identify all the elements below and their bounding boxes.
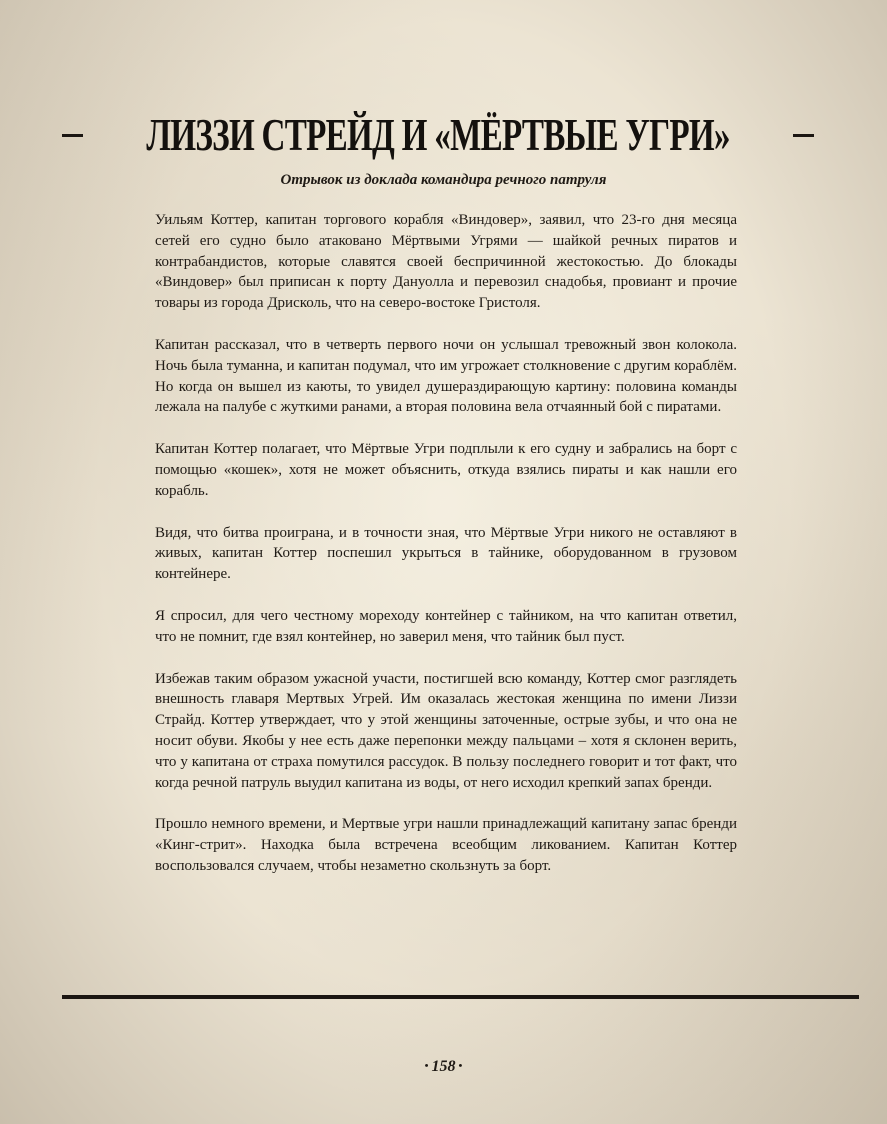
title-row [62,102,814,168]
paragraph-6: Избежав таким образом ужасной участи, постигшей всю команду, Коттер смог разглядеть внешность главаря Мертвых Угрей. Им оказалась жестокая женщина по имени Лиззи Страйд. Коттер утверждает, что у этой женщины заточенные, острые зубы, и что она не носит обуви. Якобы у нее есть даже перепонки между пальцами – хотя я склонен верить, что у капитана от страха помутился рассудок. В пользу последнего говорит и тот факт, что когда речной патруль выудил капитана из воды, от него исходил крепкий запах бренди. [155,670,737,791]
bottom-rule [62,995,859,999]
paragraph-1: Уильям Коттер, капитан торгового корабля «Виндовер», заявил, что 23-го дня месяца сетей его судно было атаковано Мёртвыми Угрями — шайкой речных пиратов и контрабандистов, которые славятся своей беспричинной жестокостью. До блокады «Виндовер» был приписан к порту Дануолла и перевозил снадобья, провиант и прочие товары из города Дрисколь, что на северо-востоке Гристоля. [155,212,737,312]
page-number-bullet-right: • [458,1060,463,1072]
paragraph-3: Капитан Коттер полагает, что Мёртвые Угри подплыли к его судну и забрались на борт с помощью «кошек», хотя не может объяснить, откуда взялись пираты и как нашли его корабль. [155,441,737,499]
paragraph-4: Видя, что битва проиграна, и в точности зная, что Мёртвые Угри никого не оставляют в живых, капитан Коттер поспешил укрыться в тайнике, оборудованном в грузовом контейнере. [155,524,737,583]
page-number [0,1058,887,1076]
paragraph-2: Капитан рассказал, что в четверть первого ночи он услышал тревожный звон колокола. Ночь была туманна, и капитан подумал, что им угрожает столкновение с другим кораблём. Но когда он вышел из каюты, то увидел душераздирающую картину: половина команды лежала на палубе с жуткими ранами, а вторая половина вела отчаянный бой с пиратами. [155,336,737,416]
article-body [155,210,737,898]
page-title: ЛИЗЗИ СТРЕЙД И «МЁРТВЫЕ УГРИ» [146,109,730,160]
page-subtitle: Отрывок из доклада командира речного патруля [280,172,607,188]
page-number-value: 158 [431,1058,456,1075]
title-rule-right [793,134,814,137]
paragraph-5: Я спросил, для чего честному мореходу контейнер с тайником, на что капитан ответил, что не помнит, где взял контейнер, но заверил меня, что тайник был пуст. [155,607,737,645]
title-rule-left [62,134,83,137]
paragraph-7: Прошло немного времени, и Мертвые угри нашли принадлежащий капитану запас бренди «Кинг-стрит». Находка была встречена всеобщим ликованием. Капитан Коттер воспользовался случаем, чтобы незаметно скользнуть за борт. [155,816,737,874]
page-number-bullet-left: • [424,1060,429,1072]
